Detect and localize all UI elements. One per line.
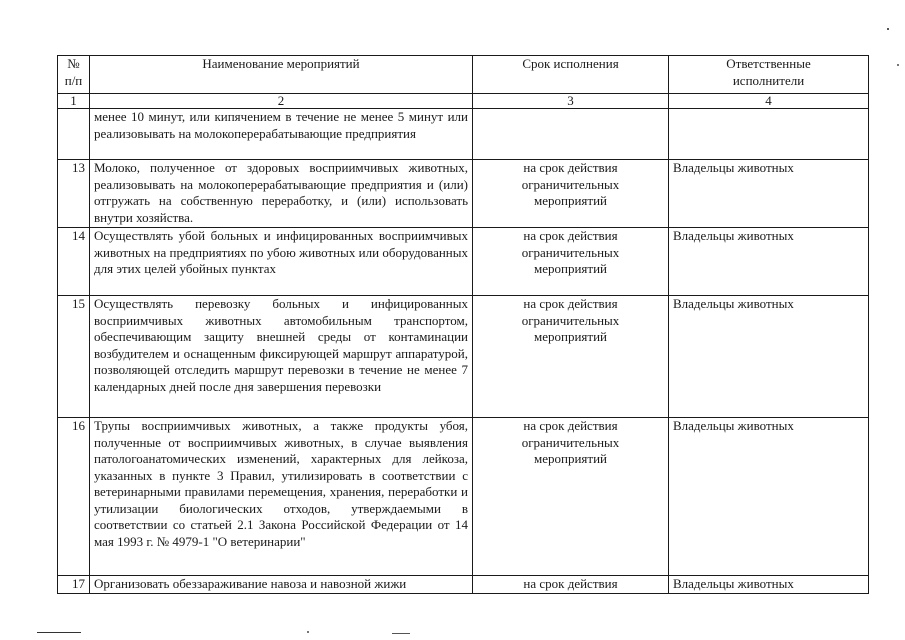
row-num: 17 bbox=[58, 576, 90, 594]
header-num: № п/п bbox=[58, 56, 90, 94]
row-num: 16 bbox=[58, 418, 90, 576]
row-responsible: Владельцы животных bbox=[669, 296, 869, 418]
column-index-2: 2 bbox=[90, 94, 473, 109]
measures-table bbox=[57, 55, 869, 594]
row-num: 15 bbox=[58, 296, 90, 418]
scan-speck bbox=[897, 64, 899, 66]
footer-rule-right bbox=[392, 633, 410, 634]
header-resp: Ответственные исполнители bbox=[669, 56, 869, 94]
row-term: на срок действия ограничительных мероприятий bbox=[473, 228, 669, 296]
table-row bbox=[58, 296, 869, 418]
row-measure: Молоко, полученное от здоровых восприимчивых животных, реализовывать на молокоперерабатывающие предприятия и (или) отгружать на собственную переработку, и (или) использовать внутри хозяйства. bbox=[90, 160, 473, 228]
row-term: на срок действия ограничительных мероприятий bbox=[473, 296, 669, 418]
footer-rule-left bbox=[37, 632, 81, 633]
table-header-row bbox=[58, 56, 869, 94]
row-responsible: Владельцы животных bbox=[669, 228, 869, 296]
column-index-1: 1 bbox=[58, 94, 90, 109]
row-responsible: Владельцы животных bbox=[669, 576, 869, 594]
column-index-3: 3 bbox=[473, 94, 669, 109]
scan-speck bbox=[307, 631, 309, 633]
column-index-4: 4 bbox=[669, 94, 869, 109]
header-name: Наименование мероприятий bbox=[90, 56, 473, 94]
row-num bbox=[58, 109, 90, 160]
row-term: на срок действия ограничительных мероприятий bbox=[473, 160, 669, 228]
row-measure: Осуществлять убой больных и инфицированных восприимчивых животных на предприятиях по убою животных или оборудованных для этих целей убойных пунктах bbox=[90, 228, 473, 296]
row-num: 14 bbox=[58, 228, 90, 296]
row-term: на срок действия bbox=[473, 576, 669, 594]
table-row bbox=[58, 576, 869, 594]
column-index-row bbox=[58, 94, 869, 109]
header-term: Срок исполнения bbox=[473, 56, 669, 94]
row-measure: менее 10 минут, или кипячением в течение не менее 5 минут или реализовывать на молокоперерабатывающие предприятия bbox=[90, 109, 473, 160]
row-term bbox=[473, 109, 669, 160]
row-responsible: Владельцы животных bbox=[669, 160, 869, 228]
row-responsible bbox=[669, 109, 869, 160]
row-num: 13 bbox=[58, 160, 90, 228]
table-row bbox=[58, 228, 869, 296]
row-term: на срок действия ограничительных мероприятий bbox=[473, 418, 669, 576]
table-row bbox=[58, 160, 869, 228]
scan-speck bbox=[887, 28, 889, 30]
row-responsible: Владельцы животных bbox=[669, 418, 869, 576]
table-row bbox=[58, 109, 869, 160]
table-row bbox=[58, 418, 869, 576]
row-measure: Организовать обеззараживание навоза и навозной жижи bbox=[90, 576, 473, 594]
row-measure: Трупы восприимчивых животных, а также продукты убоя, полученные от восприимчивых животных, в случае выявления патологоанатомических изменений, характерных для лейкоза, указанных в пункте 3 Правил, утилизировать в соответствии с ветеринарными правилами перемещения, хранения, переработки и утилизации биологических отходов, утверждаемыми в соответствии со статьей 2.1 Закона Российской Федерации от 14 мая 1993 г. № 4979-1 "О ветеринарии" bbox=[90, 418, 473, 576]
row-measure: Осуществлять перевозку больных и инфицированных восприимчивых животных автомобильным транспортом, обеспечивающим защиту внешней среды от контаминации возбудителем и оснащенным фиксирующей маршрут аппаратурой, позволяющей отследить маршрут перевозки в течение не менее 7 календарных дней после дня завершения перевозки bbox=[90, 296, 473, 418]
